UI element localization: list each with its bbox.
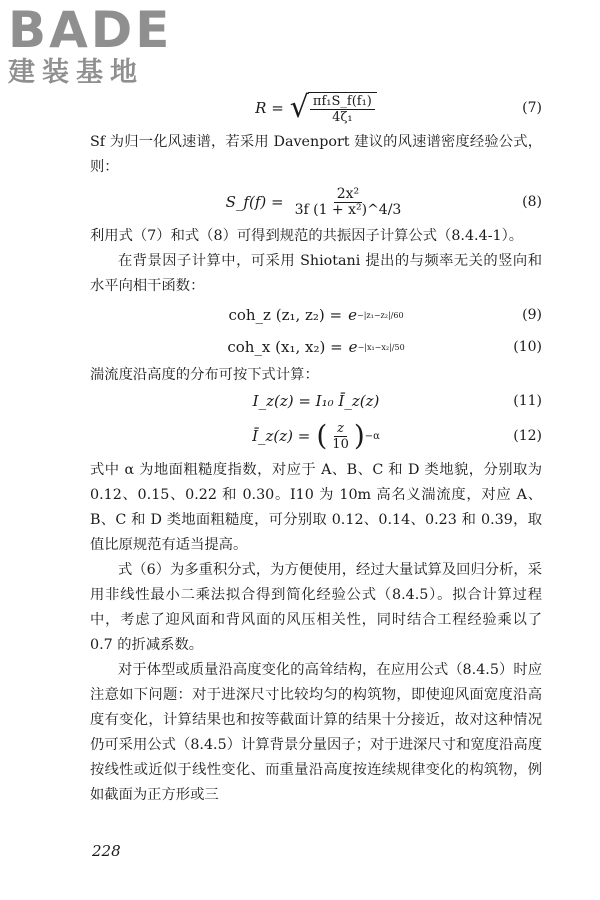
eq10-base: e [348, 338, 358, 356]
logo-brand: BADE [8, 1, 173, 59]
eq7-denominator: 4ζ₁ [332, 109, 353, 125]
eq10-exponent: −|x₁−x₂|/50 [357, 342, 405, 352]
eq8-numerator: 2x² [334, 187, 362, 203]
paragraph-3: 在背景因子计算中，可采用 Shiotani 提出的与频率无关的竖向和水平向相干函数： [90, 253, 542, 294]
eq8-denominator: 3f (1 + x²)^4/3 [294, 201, 402, 218]
logo [8, 1, 183, 92]
logo-subtitle: 建装基地 [8, 57, 144, 88]
paragraph-1: Sf 为归一化风速谱，若采用 Davenport 建议的风速谱密度经验公式，则： [90, 134, 542, 175]
eq10-lhs: coh_x (x₁, x₂) = [227, 338, 343, 356]
equation-9 [90, 299, 542, 331]
eq7-number: (7) [522, 100, 542, 116]
page-body [90, 86, 542, 808]
eq9-exponent: −|z₁−z₂|/60 [357, 310, 404, 320]
eq9-base: e [348, 306, 358, 324]
eq12-lhs: Ī_z(z) = [252, 427, 311, 445]
paragraph-4: 湍流度沿高度的分布可按下式计算： [90, 367, 319, 383]
eq11-text: I_z(z) = I₁₀ Ī_z(z) [252, 392, 380, 410]
eq7-lhs: R = [255, 99, 284, 117]
eq12-power: −α [364, 430, 380, 442]
eq8-lhs: S_f(f) = [225, 193, 284, 211]
eq12-numerator: z [334, 421, 347, 437]
equation-10 [90, 331, 542, 363]
eq9-number: (9) [522, 307, 542, 323]
paragraph-2: 利用式（7）和式（8）可得到规范的共振因子计算公式（8.4.4-1）。 [90, 228, 524, 244]
eq11-number: (11) [513, 393, 542, 409]
equation-8 [90, 180, 542, 224]
page-number: 228 [92, 842, 121, 860]
equation-7 [90, 86, 542, 130]
eq9-lhs: coh_z (z₁, z₂) = [228, 306, 343, 324]
paragraph-6: 式（6）为多重积分式，为方便使用，经过大量试算及回归分析，采用非线性最小二乘法拟合得到简化经验公式（8.4.5）。拟合计算过程中，考虑了迎风面和背风面的风压相关性，同时结合工程经验乘以了 0.7 的折减系数。 [90, 562, 542, 653]
paragraph-7: 对于体型或质量沿高度变化的高耸结构，在应用公式（8.4.5）时应注意如下问题：对于进深尺寸比较均匀的构筑物，即使迎风面宽度沿高度有变化，计算结果也和按等截面计算的结果十分接近，故对这种情况仍可采用公式（8.4.5）计算背景分量因子；对于进深尺寸和宽度沿高度按线性或近似于线性变化、而重量沿高度按连续规律变化的构筑物，例如截面为正方形或三 [90, 662, 542, 803]
equation-11 [90, 388, 542, 414]
eq12-number: (12) [513, 428, 542, 444]
equation-12: Ī_z(z) = ( $\frac{z}{10}$ ) −α (12) [252, 419, 542, 452]
eq10-number: (10) [513, 339, 542, 355]
eq7-numerator: πf₁S_f(f₁) [310, 94, 375, 110]
sqrt-icon: √ $\frac{\text{πf₁S\_f(f₁)}}{\text{4ζ₁}}$ [290, 92, 377, 125]
eq8-number: (8) [522, 194, 542, 210]
paragraph-5: 式中 α 为地面粗糙度指数，对应于 A、B、C 和 D 类地貌，分别取为 0.12、0.15、0.22 和 0.30。I10 为 10m 高名义湍流度，对应 A、B、C 和 D 类地面粗糙度，可分别取 0.12、0.14、0.23 和 0.39，取值比原规范有适当提高。 [90, 462, 542, 553]
eq12-denominator: 10 [332, 436, 349, 452]
